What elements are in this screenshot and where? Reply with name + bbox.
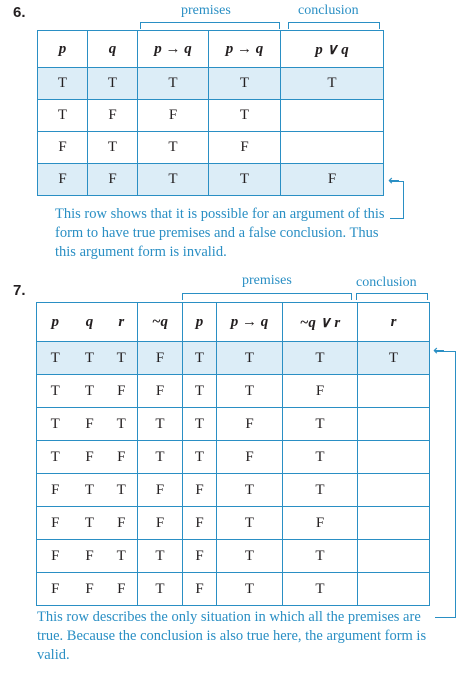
table-cell: T	[88, 68, 138, 100]
table-cell: T	[37, 441, 74, 474]
table-row	[37, 342, 430, 375]
ex6-header-cell: p → q	[138, 31, 209, 68]
ex7-premises-bracket	[182, 293, 352, 294]
table-row	[37, 474, 430, 507]
table-cell: F	[38, 132, 88, 164]
table-cell: T	[183, 441, 217, 474]
table-cell: T	[106, 474, 138, 507]
ex6-header-cell: q	[88, 31, 138, 68]
exercise-6-number: 6.	[13, 4, 26, 21]
ex7-header-cell: p	[37, 303, 74, 342]
table-cell	[358, 507, 430, 540]
table-cell: T	[138, 68, 209, 100]
table-cell	[358, 540, 430, 573]
table-cell	[358, 441, 430, 474]
table-cell: F	[74, 540, 106, 573]
table-cell: T	[217, 540, 283, 573]
table-cell: T	[217, 375, 283, 408]
table-cell: T	[74, 474, 106, 507]
table-cell: F	[138, 507, 183, 540]
table-cell: T	[138, 441, 183, 474]
table-cell: T	[183, 342, 217, 375]
table-row	[37, 375, 430, 408]
table-cell: T	[283, 342, 358, 375]
table-cell: T	[283, 474, 358, 507]
table-cell: F	[106, 573, 138, 606]
table-cell: T	[209, 164, 281, 196]
table-cell	[358, 408, 430, 441]
ex6-header-cell: p ∨ q	[281, 31, 384, 68]
table-cell: F	[138, 100, 209, 132]
table-cell: T	[74, 342, 106, 375]
table-cell: F	[281, 164, 384, 196]
table-cell: T	[106, 408, 138, 441]
table-cell: F	[38, 164, 88, 196]
table-cell	[358, 474, 430, 507]
ex7-truth-table	[36, 302, 430, 606]
table-cell: T	[217, 342, 283, 375]
ex7-conclusion-label: conclusion	[356, 275, 417, 290]
ex7-header-cell: ~q	[138, 303, 183, 342]
ex7-premises-label: premises	[242, 273, 292, 288]
table-cell: F	[37, 474, 74, 507]
table-cell: F	[74, 441, 106, 474]
table-cell: T	[88, 132, 138, 164]
table-row	[37, 540, 430, 573]
table-cell: F	[138, 342, 183, 375]
ex6-premises-bracket	[140, 22, 280, 23]
table-cell: F	[37, 573, 74, 606]
table-cell: F	[106, 507, 138, 540]
table-cell: T	[283, 441, 358, 474]
table-cell: F	[217, 441, 283, 474]
ex6-truth-table	[37, 30, 384, 196]
table-cell: F	[106, 441, 138, 474]
table-cell: T	[283, 540, 358, 573]
table-cell	[358, 573, 430, 606]
ex7-conclusion-bracket	[356, 293, 428, 294]
ex7-arrow-icon: ←	[433, 343, 445, 359]
ex7-header-cell: p → q	[217, 303, 283, 342]
table-cell: F	[88, 100, 138, 132]
table-cell: F	[74, 573, 106, 606]
table-cell: F	[217, 408, 283, 441]
table-cell: F	[138, 375, 183, 408]
table-cell: T	[37, 375, 74, 408]
table-cell: F	[283, 375, 358, 408]
table-row	[38, 100, 384, 132]
ex6-header-row	[38, 31, 384, 68]
table-cell: T	[106, 540, 138, 573]
table-cell: T	[74, 375, 106, 408]
table-cell: T	[183, 375, 217, 408]
ex6-arrow-icon: ←	[388, 173, 400, 189]
table-cell: T	[138, 164, 209, 196]
ex6-note: This row shows that it is possible for an argument of this form to have true premises and a false conclusion. Thus this argument form is invalid.	[55, 206, 385, 260]
ex7-header-cell: r	[358, 303, 430, 342]
table-row	[37, 507, 430, 540]
ex6-premises-label: premises	[181, 3, 231, 18]
table-cell: F	[37, 540, 74, 573]
exercise-7-number: 7.	[13, 282, 26, 299]
table-cell: T	[106, 342, 138, 375]
table-cell: F	[209, 132, 281, 164]
ex6-header-cell: p → q	[209, 31, 281, 68]
table-cell	[358, 375, 430, 408]
ex7-connector-line	[435, 351, 456, 618]
ex6-connector-line	[390, 181, 404, 219]
table-row	[37, 408, 430, 441]
table-row	[38, 132, 384, 164]
table-cell: T	[38, 100, 88, 132]
table-cell: T	[358, 342, 430, 375]
table-cell: T	[283, 573, 358, 606]
ex7-header-cell: ~q ∨ r	[283, 303, 358, 342]
table-cell: T	[283, 408, 358, 441]
table-cell: F	[283, 507, 358, 540]
table-cell: F	[74, 408, 106, 441]
table-cell: F	[88, 164, 138, 196]
ex7-header-cell: q	[74, 303, 106, 342]
table-cell: T	[183, 408, 217, 441]
table-cell: T	[38, 68, 88, 100]
ex6-conclusion-bracket	[288, 22, 380, 23]
table-row	[37, 573, 430, 606]
table-cell: F	[37, 507, 74, 540]
table-cell: T	[217, 507, 283, 540]
ex7-note: This row describes the only situation in which all the premises are true. Because the conclusion is also true here, the argument form is valid.	[37, 609, 427, 663]
table-cell: T	[138, 408, 183, 441]
table-row	[38, 68, 384, 100]
table-cell: F	[138, 474, 183, 507]
table-cell	[281, 132, 384, 164]
table-row	[38, 164, 384, 196]
table-cell: T	[37, 408, 74, 441]
table-cell: T	[217, 573, 283, 606]
ex6-conclusion-label: conclusion	[298, 3, 359, 18]
table-cell: T	[138, 540, 183, 573]
ex7-header-cell: p	[183, 303, 217, 342]
ex6-header-cell: p	[38, 31, 88, 68]
ex7-header-cell: r	[106, 303, 138, 342]
table-cell: F	[106, 375, 138, 408]
table-cell: F	[183, 573, 217, 606]
table-cell: T	[37, 342, 74, 375]
table-cell: T	[281, 68, 384, 100]
table-cell: T	[209, 68, 281, 100]
ex7-header-row	[37, 303, 430, 342]
table-cell: T	[138, 573, 183, 606]
table-cell: F	[183, 507, 217, 540]
table-cell: T	[138, 132, 209, 164]
table-cell	[281, 100, 384, 132]
table-cell: T	[74, 507, 106, 540]
table-cell: F	[183, 540, 217, 573]
table-row	[37, 441, 430, 474]
table-cell: T	[209, 100, 281, 132]
table-cell: F	[183, 474, 217, 507]
table-cell: T	[217, 474, 283, 507]
